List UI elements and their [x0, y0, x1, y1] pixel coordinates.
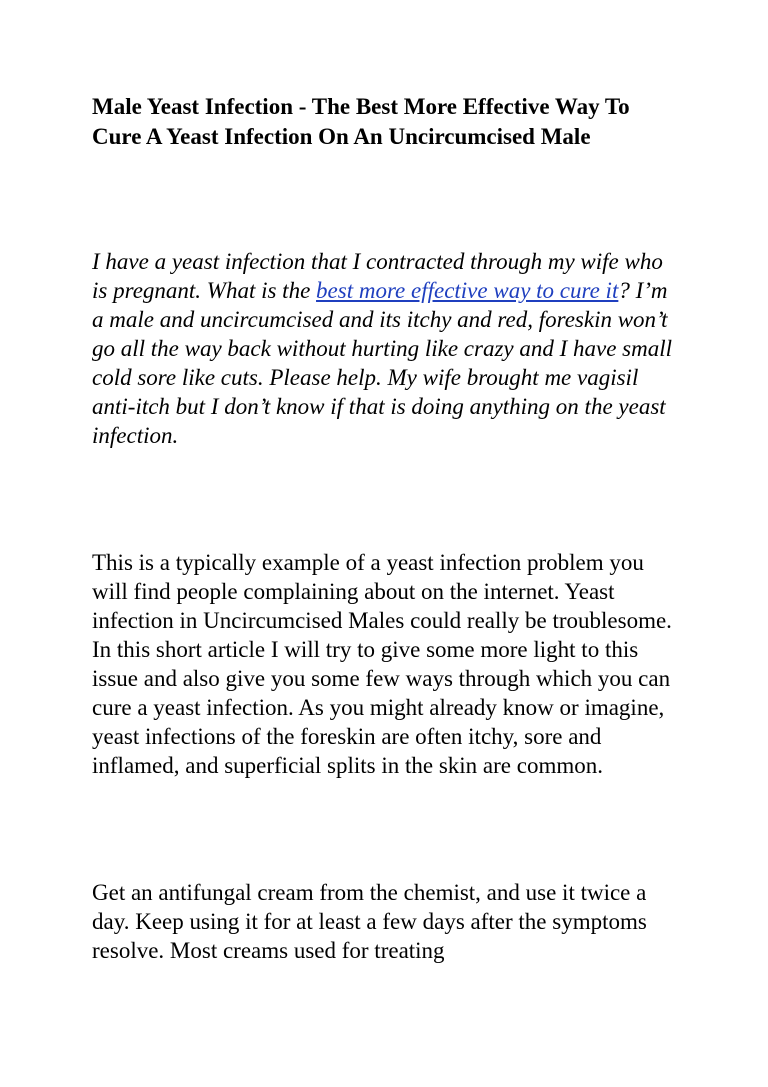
body-paragraph-2: Get an antifungal cream from the chemist, and use it twice a day. Keep using it for at least a few days after the symptoms resolve. Most creams used for treating	[92, 880, 647, 963]
document-page	[92, 92, 682, 963]
document-title: Male Yeast Infection - The Best More Effective Way To Cure A Yeast Infection On An Uncircumcised Male	[92, 94, 630, 149]
body-paragraph-1: This is a typically example of a yeast infection problem you will find people complaining about on the internet. Yeast infection in Uncircumcised Males could really be troublesome. In this short article I will try to give some more light to this issue and also give you some few ways through which you can cure a yeast infection. As you might already know or imagine, yeast infections of the foreskin are often itchy, sore and inflamed, and superficial splits in the skin are common.	[92, 550, 672, 778]
best-way-link[interactable]: best more effective way to cure it	[316, 278, 619, 303]
question-text-before-link: I have a yeast infection that I contracted through my wife who is pregnant. What is the	[92, 249, 663, 303]
question-text-after-link: ? I’m a male and uncircumcised and its itchy and red, foreskin won’t go all the way back without hurting like crazy and I have small cold sore like cuts. Please help. My wife brought me vagisil anti-itch but I don’t know if that is doing anything on the yeast infection.	[92, 278, 673, 448]
question-paragraph	[92, 247, 682, 450]
